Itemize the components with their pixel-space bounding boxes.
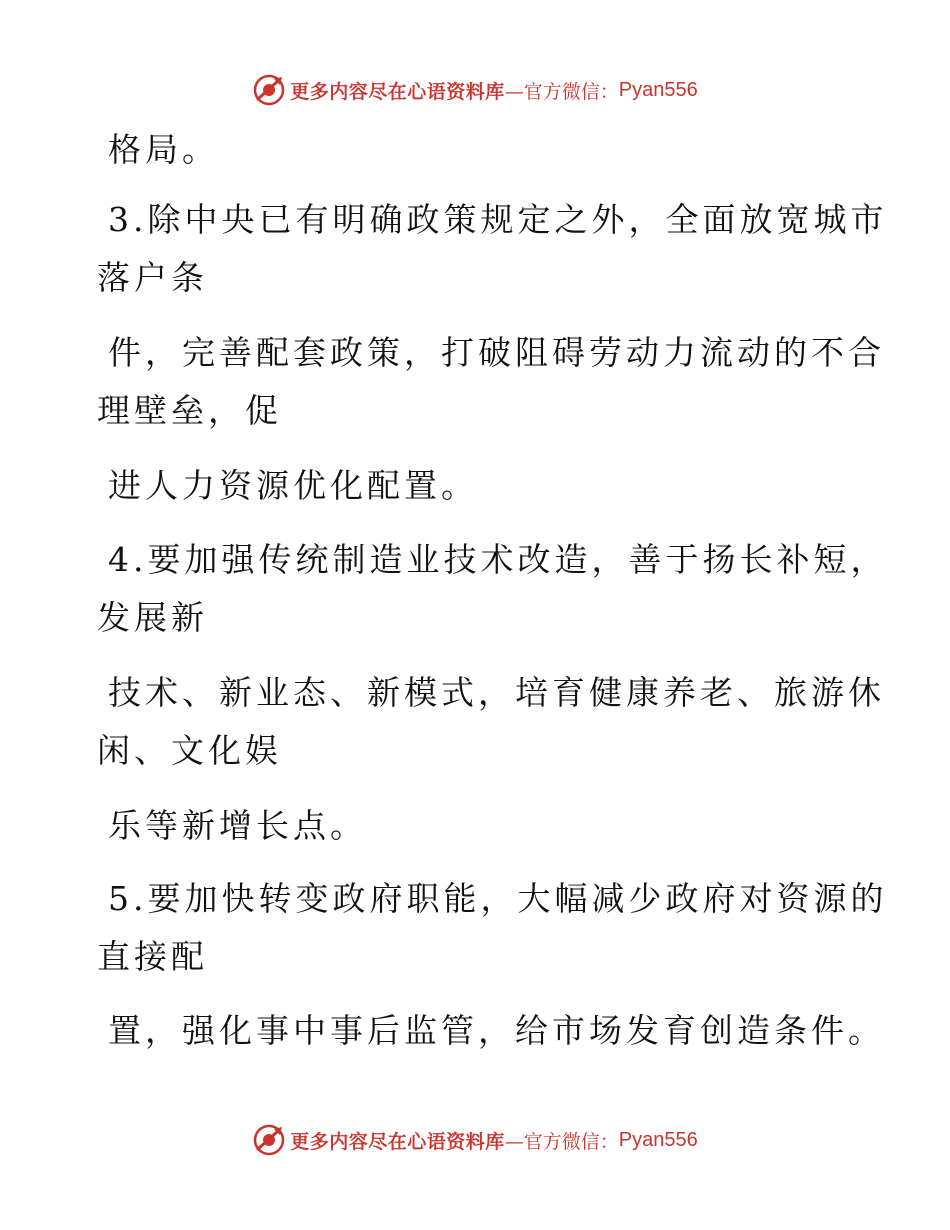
watermark-title: 更多内容尽在心语资料库 bbox=[290, 80, 505, 103]
body-line: 闲、文化娱 bbox=[97, 731, 282, 770]
body-line: 5.要加快转变政府职能，大幅减少政府对资源的 bbox=[108, 879, 888, 918]
brand-logo-icon bbox=[252, 1123, 286, 1157]
watermark-title: 更多内容尽在心语资料库 bbox=[290, 1130, 505, 1153]
body-line: 进人力资源优化配置。 bbox=[108, 466, 478, 505]
body-line: 件，完善配套政策，打破阻碍劳动力流动的不合 bbox=[108, 333, 885, 372]
watermark-handle: Pyan556 bbox=[618, 78, 698, 101]
body-line: 3.除中央已有明确政策规定之外，全面放宽城市 bbox=[108, 200, 888, 239]
body-line: 置，强化事中事后监管，给市场发育创造条件。 bbox=[108, 1011, 885, 1050]
body-line: 理壁垒，促 bbox=[97, 391, 282, 430]
footer-watermark bbox=[0, 1120, 950, 1160]
body-line: 4.要加强传统制造业技术改造，善于扬长补短， bbox=[108, 540, 888, 579]
body-line: 发展新 bbox=[97, 598, 208, 637]
body-line: 乐等新增长点。 bbox=[108, 806, 367, 845]
body-line: 技术、新业态、新模式，培育健康养老、旅游休 bbox=[108, 673, 885, 712]
watermark-handle: Pyan556 bbox=[618, 1128, 698, 1151]
watermark-separator: —官方微信： bbox=[504, 1130, 619, 1153]
watermark-separator: —官方微信： bbox=[504, 80, 619, 103]
body-line: 格局。 bbox=[108, 130, 219, 169]
body-line: 直接配 bbox=[97, 937, 208, 976]
body-line: 落户条 bbox=[97, 258, 208, 297]
